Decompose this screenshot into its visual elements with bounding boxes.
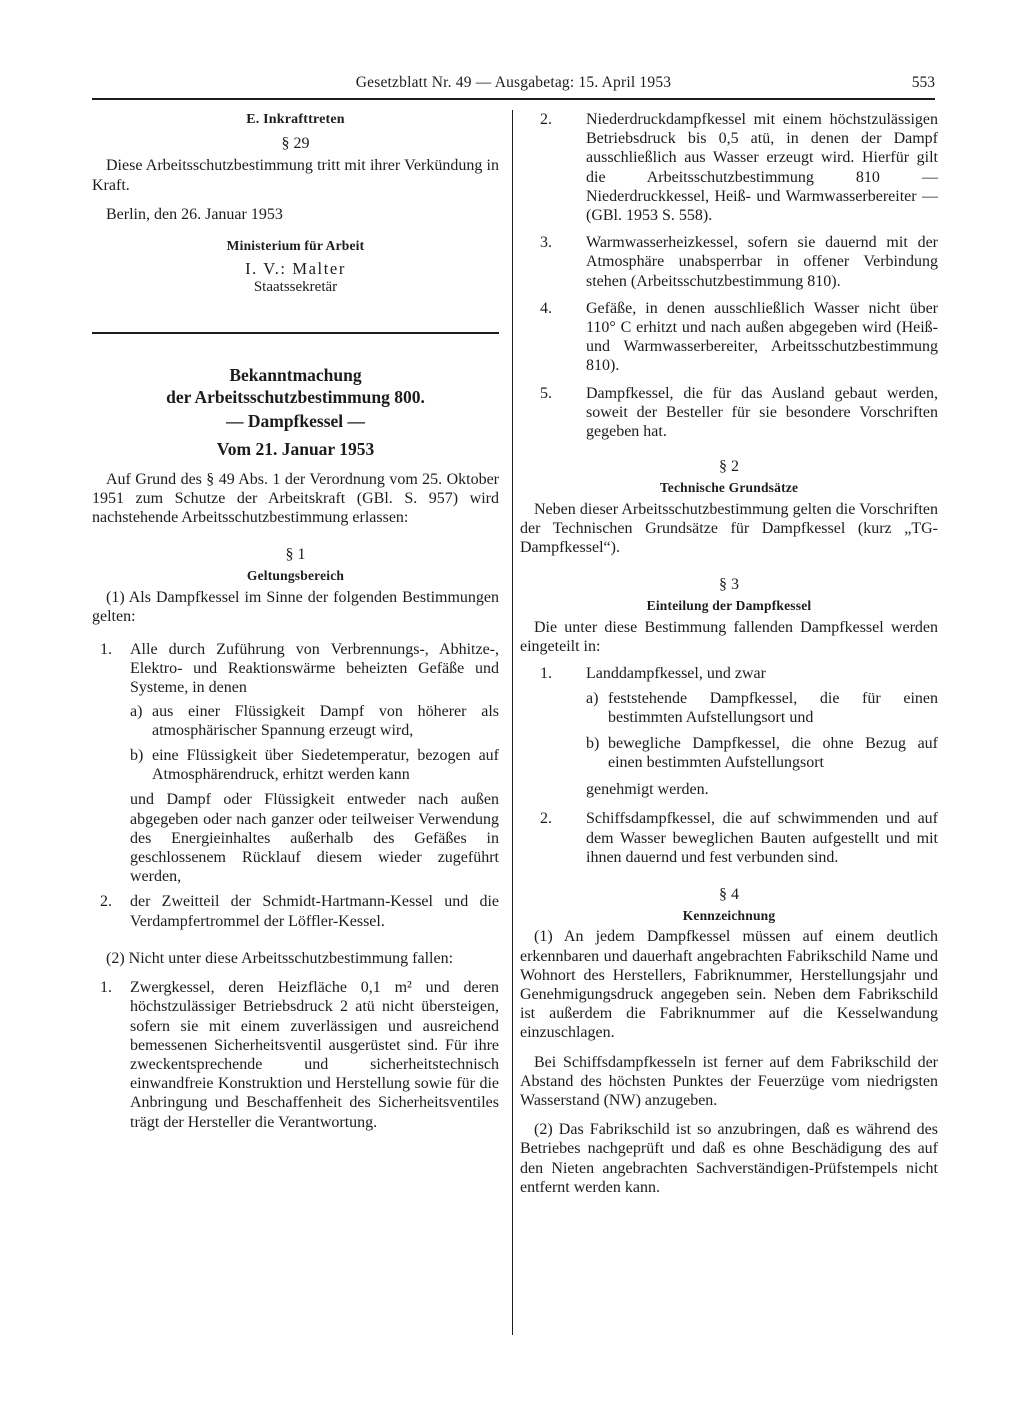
list-item [520, 384, 938, 442]
right-column [520, 110, 938, 1197]
paragraph-4-clause-1-continued: Bei Schiffsdampfkesseln ist ferner auf dem Fabrikschild der Abstand des höchsten Punktes der Feuerzüge vom niedrigsten Wasserstand (NW) anzugeben. [520, 1053, 938, 1109]
list-item-number: 1. [100, 979, 112, 997]
list-item-text: Landdampfkessel, und zwar [586, 665, 766, 683]
section-29-text: Diese Arbeitsschutzbestimmung tritt mit ihrer Verkündung in Kraft. [92, 157, 499, 194]
place-date: Berlin, den 26. Januar 1953 [106, 205, 283, 223]
ministry-name: Ministerium für Arbeit [226, 238, 365, 254]
sub-item-letter: a) [130, 702, 143, 720]
list-item [92, 978, 499, 1132]
sub-item-letter: b) [586, 734, 600, 752]
paragraph-3-intro: Die unter diese Bestimmung fallenden Dampfkessel werden eingeteilt in: [520, 618, 938, 655]
paragraph-2-title: Technische Grundsätze [659, 480, 799, 496]
list-item-text: Alle durch Zuführung von Verbrennungs-, Abhitze-, Elektro- und Reaktionswärme beheizten Gefäße und Systeme, in denen [130, 641, 499, 697]
running-header [92, 72, 935, 100]
announcement-date: Vom 21. Januar 1953 [216, 438, 375, 459]
list-item-number: 5. [540, 384, 552, 402]
list-item-text: Gefäße, in denen ausschließlich Wasser nicht über 110° C erhitzt und nach außen abgegeben wird (Heiß- und Warmwasserbereiter, Arbeitsschutzbestimmung 810). [586, 299, 938, 375]
list-item [520, 299, 938, 376]
list-item-continuation: und Dampf oder Flüssigkeit entweder nach außen abgegeben oder nach ganzer oder teilweiser Verwendung des Energieinhaltes außerhalb des Gefäßes in geschlossenem Rücklauf diesem wieder zugeführt werden, [130, 791, 499, 886]
sub-item [586, 734, 938, 772]
list-item-number: 1. [100, 641, 112, 659]
paragraph-2-sign: § 2 [719, 458, 739, 476]
list-item-number: 2. [540, 810, 552, 828]
preamble-text: Auf Grund des § 49 Abs. 1 der Verordnung vom 25. Oktober 1951 zum Schutze der Arbeitskraft (GBl. S. 957) wird nachstehende Arbeitsschutzbestimmung erlassen: [92, 470, 499, 527]
paragraph-1-title: Geltungsbereich [246, 568, 345, 584]
list-item-number: 2. [540, 111, 552, 128]
paragraph-4-clause-1: (1) An jedem Dampfkessel müssen auf einem deutlich erkennbaren und dauerhaft angebrachten Fabrikschild Name und Wohnort des Herstellers, Fabriknummer, Herstellungsjahr und Genehmigungsdruck angegeben sein. Neben dem Fabrikschild ist außerdem die Fabriknummer auf die Kesselwandung einzuschlagen. [520, 928, 938, 1042]
paragraph-4-title: Kennzeichnung [682, 908, 776, 924]
list-item-text: Zwergkessel, deren Heizfläche 0,1 m² und deren höchstzulässiger Betriebsdruck 2 atü nicht übersteigen, sofern sie mit einem zuverlässigen und ausreichend bemessenen Sicherheitsventil ausgerüstet sind. Für ihre zweckentsprechende und sicherheitstechnisch einwandfreie Konstruktion und Herstellung sowie für die Anbringung und Beschaffenheit des Sicherheitsventiles trägt der Hersteller die Verantwortung. [130, 979, 499, 1131]
paragraph-3-sign: § 3 [719, 576, 739, 594]
paragraph-3-title: Einteilung der Dampfkessel [646, 598, 812, 614]
sub-item [130, 746, 499, 784]
paragraph-2-text: Neben dieser Arbeitsschutzbestimmung gelten die Vorschriften der Technischen Grundsätze für Dampfkessel (kurz „TG-Dampfkessel“). [520, 500, 938, 557]
announcement-title-line1: Bekanntmachung [229, 364, 362, 385]
paragraph-1-clause-2: (2) Nicht unter diese Arbeitsschutzbestimmung fallen: [106, 949, 454, 967]
announcement-title-line3: — Dampfkessel — [225, 410, 366, 431]
list-item-number: 3. [540, 234, 552, 252]
exclusion-list [520, 110, 938, 441]
list-item-text: Dampfkessel, die für das Ausland gebaut werden, soweit der Besteller für sie besondere Vorschriften gegeben hat. [586, 384, 938, 441]
section-e-heading: E. Inkrafttreten [246, 112, 345, 127]
list-item-number: 2. [100, 893, 112, 911]
list-item [520, 110, 938, 225]
sub-item-letter: b) [130, 747, 144, 765]
paragraph-29-sign: § 29 [281, 135, 310, 153]
list-item [92, 640, 499, 886]
list-item [520, 664, 938, 799]
paragraph-4-sign: § 4 [719, 885, 739, 903]
list-item [520, 233, 938, 291]
sub-item [586, 689, 938, 727]
list-item-continuation: genehmigt werden. [586, 781, 709, 799]
column-divider [512, 110, 513, 1335]
announcement-title-line2: der Arbeitsschutzbestimmung 800. [166, 386, 425, 407]
sub-item-text: eine Flüssigkeit über Siedetemperatur, bezogen auf Atmosphärendruck, erhitzt werden kann [152, 747, 499, 784]
list-item [520, 809, 938, 867]
list-item-number: 1. [540, 665, 552, 683]
sub-item-text: feststehende Dampfkessel, die für einen bestimmten Aufstellungsort und [608, 690, 938, 727]
paragraph-1-sign: § 1 [285, 546, 306, 564]
list-item-number: 4. [540, 299, 552, 317]
paragraph-1-clause-1: (1) Als Dampfkessel im Sinne der folgenden Bestimmungen gelten: [92, 588, 499, 625]
sub-item-text: bewegliche Dampfkessel, die ohne Bezug auf einen bestimmten Aufstellungsort [608, 734, 938, 771]
signer-title: Staatssekretär [253, 279, 338, 296]
paragraph-4-clause-2: (2) Das Fabrikschild ist so anzubringen, daß es während des Betriebes nachgeprüft und daß es ohne Beschädigung des auf den Nieten angebrachten Sachverständigen-Prüfstempels nicht entfernt werden kann. [520, 1121, 938, 1196]
header-title: Gesetzblatt Nr. 49 — Ausgabetag: 15. April 1953 [355, 74, 672, 91]
signer-name: I. V.: Malter [245, 259, 346, 279]
left-column [92, 110, 499, 1132]
sub-item [130, 702, 499, 740]
section-separator-rule [92, 332, 499, 334]
list-item-text: Schiffsdampfkessel, die auf schwimmenden und auf dem Wasser beweglichen Bauten aufgestellt und mit ihnen dauernd und fest verbunden sind. [586, 810, 938, 866]
list-item-text: der Zweitteil der Schmidt-Hartmann-Kessel und die Verdampfertrommel der Löffler-Kessel. [130, 893, 499, 930]
list-item-text: Niederdruckdampfkessel mit einem höchstzulässigen Betriebsdruck bis 0,5 atü, in denen der Dampf ausschließlich aus Wasser erzeugt wird. Hierfür gilt die Arbeitsschutzbestimmung 810 — Niederdruckkessel, Heiß- und Warmwasserbereiter — (GBl. 1953 S. 558). [586, 111, 938, 225]
list-item-text: Warmwasserheizkessel, sofern sie dauernd mit der Atmosphäre unabsperrbar in offener Verbindung stehen (Arbeitsschutzbestimmung 810). [586, 234, 938, 290]
list-item [92, 892, 499, 930]
sub-item-text: aus einer Flüssigkeit Dampf von höherer als atmosphärischer Spannung erzeugt wird, [152, 702, 499, 739]
sub-item-letter: a) [586, 690, 599, 708]
page-number: 553 [911, 74, 935, 91]
